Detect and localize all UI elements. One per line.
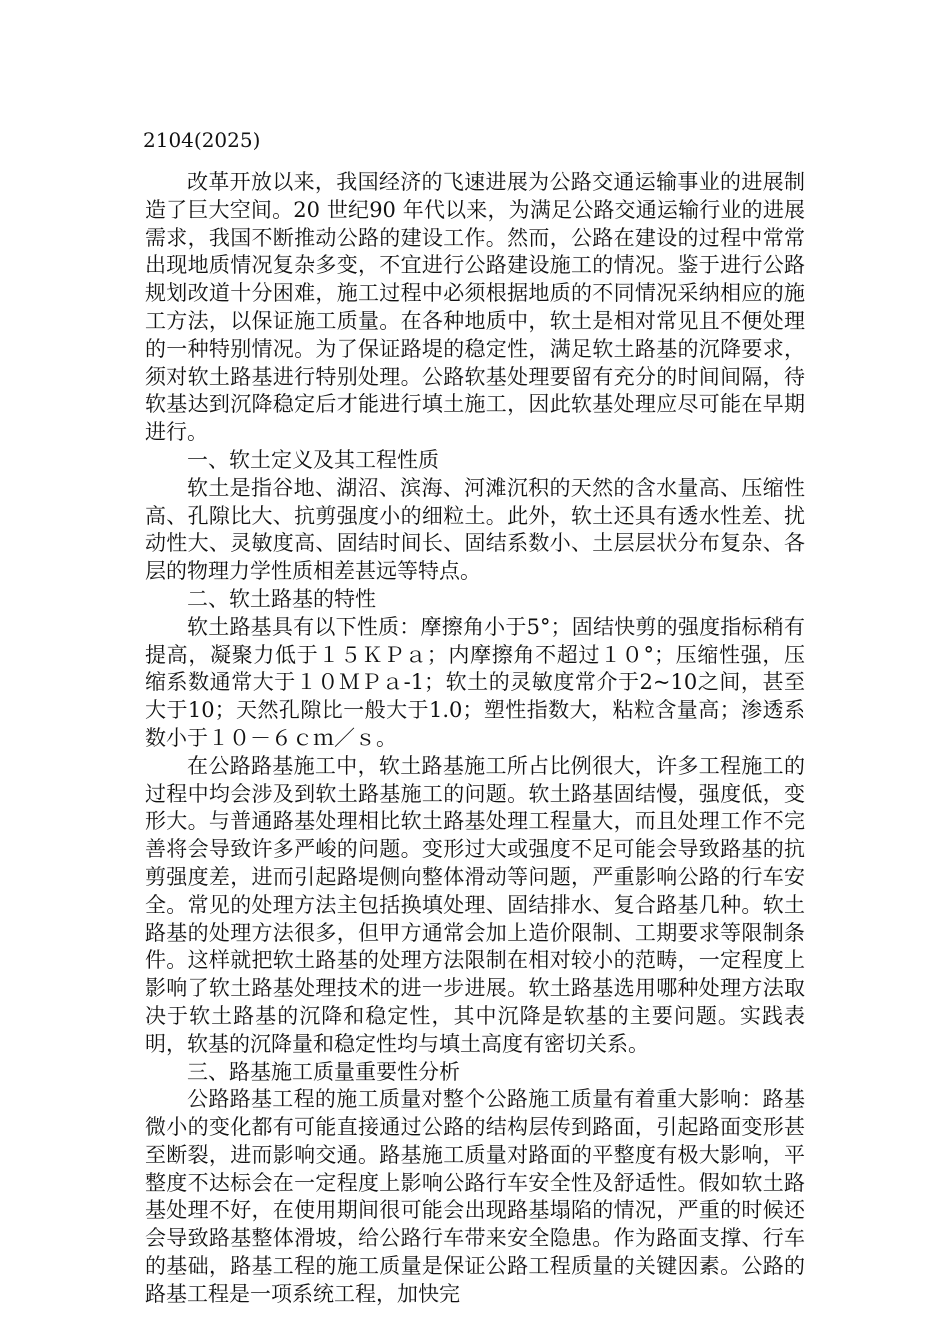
paragraph-quality-importance: 公路路基工程的施工质量对整个公路施工质量有着重大影响：路基微小的变化都有可能直接通过公路的结构层传到路面，引起路面变形甚至断裂，进而影响交通。路基施工质量对路面的平整度有极大影响，平整度不达标会在一定程度上影响公路行车安全性及舒适性。假如软土路基处理不好，在使用期间很可能会出现路基塌陷的情况，严重的时候还会导致路基整体滑坡，给公路行车带来安全隐患。作为路面支撑、行车的基础，路基工程的施工质量是保证公路工程质量的关键因素。公路的路基工程是一项系统工程，加快完 [145, 1087, 805, 1306]
section-heading-3: 三、路基施工质量重要性分析 [187, 1059, 460, 1084]
paragraph-soft-soil-properties: 软土路基具有以下性质：摩擦角小于5°；固结快剪的强度指标稍有提高，凝聚力低于１５ＫＰａ；内摩擦角不超过１０°；压缩性强，压缩系数通常大于１０ＭＰａ-1；软土的灵敏度常介于2~10之间，甚至大于10；天然孔隙比一般大于1.0；塑性指数大，粘粒含量高；渗透系数小于１０－６ｃｍ／ｓ。 [145, 614, 805, 750]
document-body [145, 169, 805, 1309]
document-code: 2104(2025) [143, 128, 261, 152]
paragraph-construction-issues: 在公路路基施工中，软土路基施工所占比例很大，许多工程施工的过程中均会涉及到软土路基施工的问题。软土路基固结慢，强度低，变形大。与普通路基处理相比软土路基处理工程量大，而且处理工作不完善将会导致许多严峻的问题。变形过大或强度不足可能会导致路基的抗剪强度差，进而引起路堤侧向整体滑动等问题，严重影响公路的行车安全。常见的处理方法主包括换填处理、固结排水、复合路基几种。软土路基的处理方法很多，但甲方通常会加上造价限制、工期要求等限制条件。这样就把软土路基的处理方法限制在相对较小的范畴，一定程度上影响了软土路基处理技术的进一步进展。软土路基选用哪种处理方法取决于软土路基的沉降和稳定性，其中沉降是软基的主要问题。实践表明，软基的沉降量和稳定性均与填土高度有密切关系。 [145, 753, 805, 1056]
paragraph-soft-soil-definition: 软土是指谷地、湖沼、滨海、河滩沉积的天然的含水量高、压缩性高、孔隙比大、抗剪强度小的细粒土。此外，软土还具有透水性差、扰动性大、灵敏度高、固结时间长、固结系数小、土层层状分布复杂、各层的物理力学性质相差甚远等特点。 [145, 475, 805, 584]
section-heading-1: 一、软土定义及其工程性质 [187, 447, 439, 472]
section-heading-2: 二、软土路基的特性 [187, 586, 376, 611]
paragraph-intro: 改革开放以来，我国经济的飞速进展为公路交通运输事业的进展制造了巨大空间。20 世纪90 年代以来，为满足公路交通运输行业的进展需求，我国不断推动公路的建设工作。然而，公路在建设的过程中常常出现地质情况复杂多变，不宜进行公路建设施工的情况。鉴于进行公路规划改道十分困难，施工过程中必须根据地质的不同情况采纳相应的施工方法，以保证施工质量。在各种地质中，软土是相对常见且不便处理的一种特别情况。为了保证路堤的稳定性，满足软土路基的沉降要求，须对软土路基进行特别处理。公路软基处理要留有充分的时间间隔，待软基达到沉降稳定后才能进行填土施工，因此软基处理应尽可能在早期进行。 [145, 170, 805, 445]
